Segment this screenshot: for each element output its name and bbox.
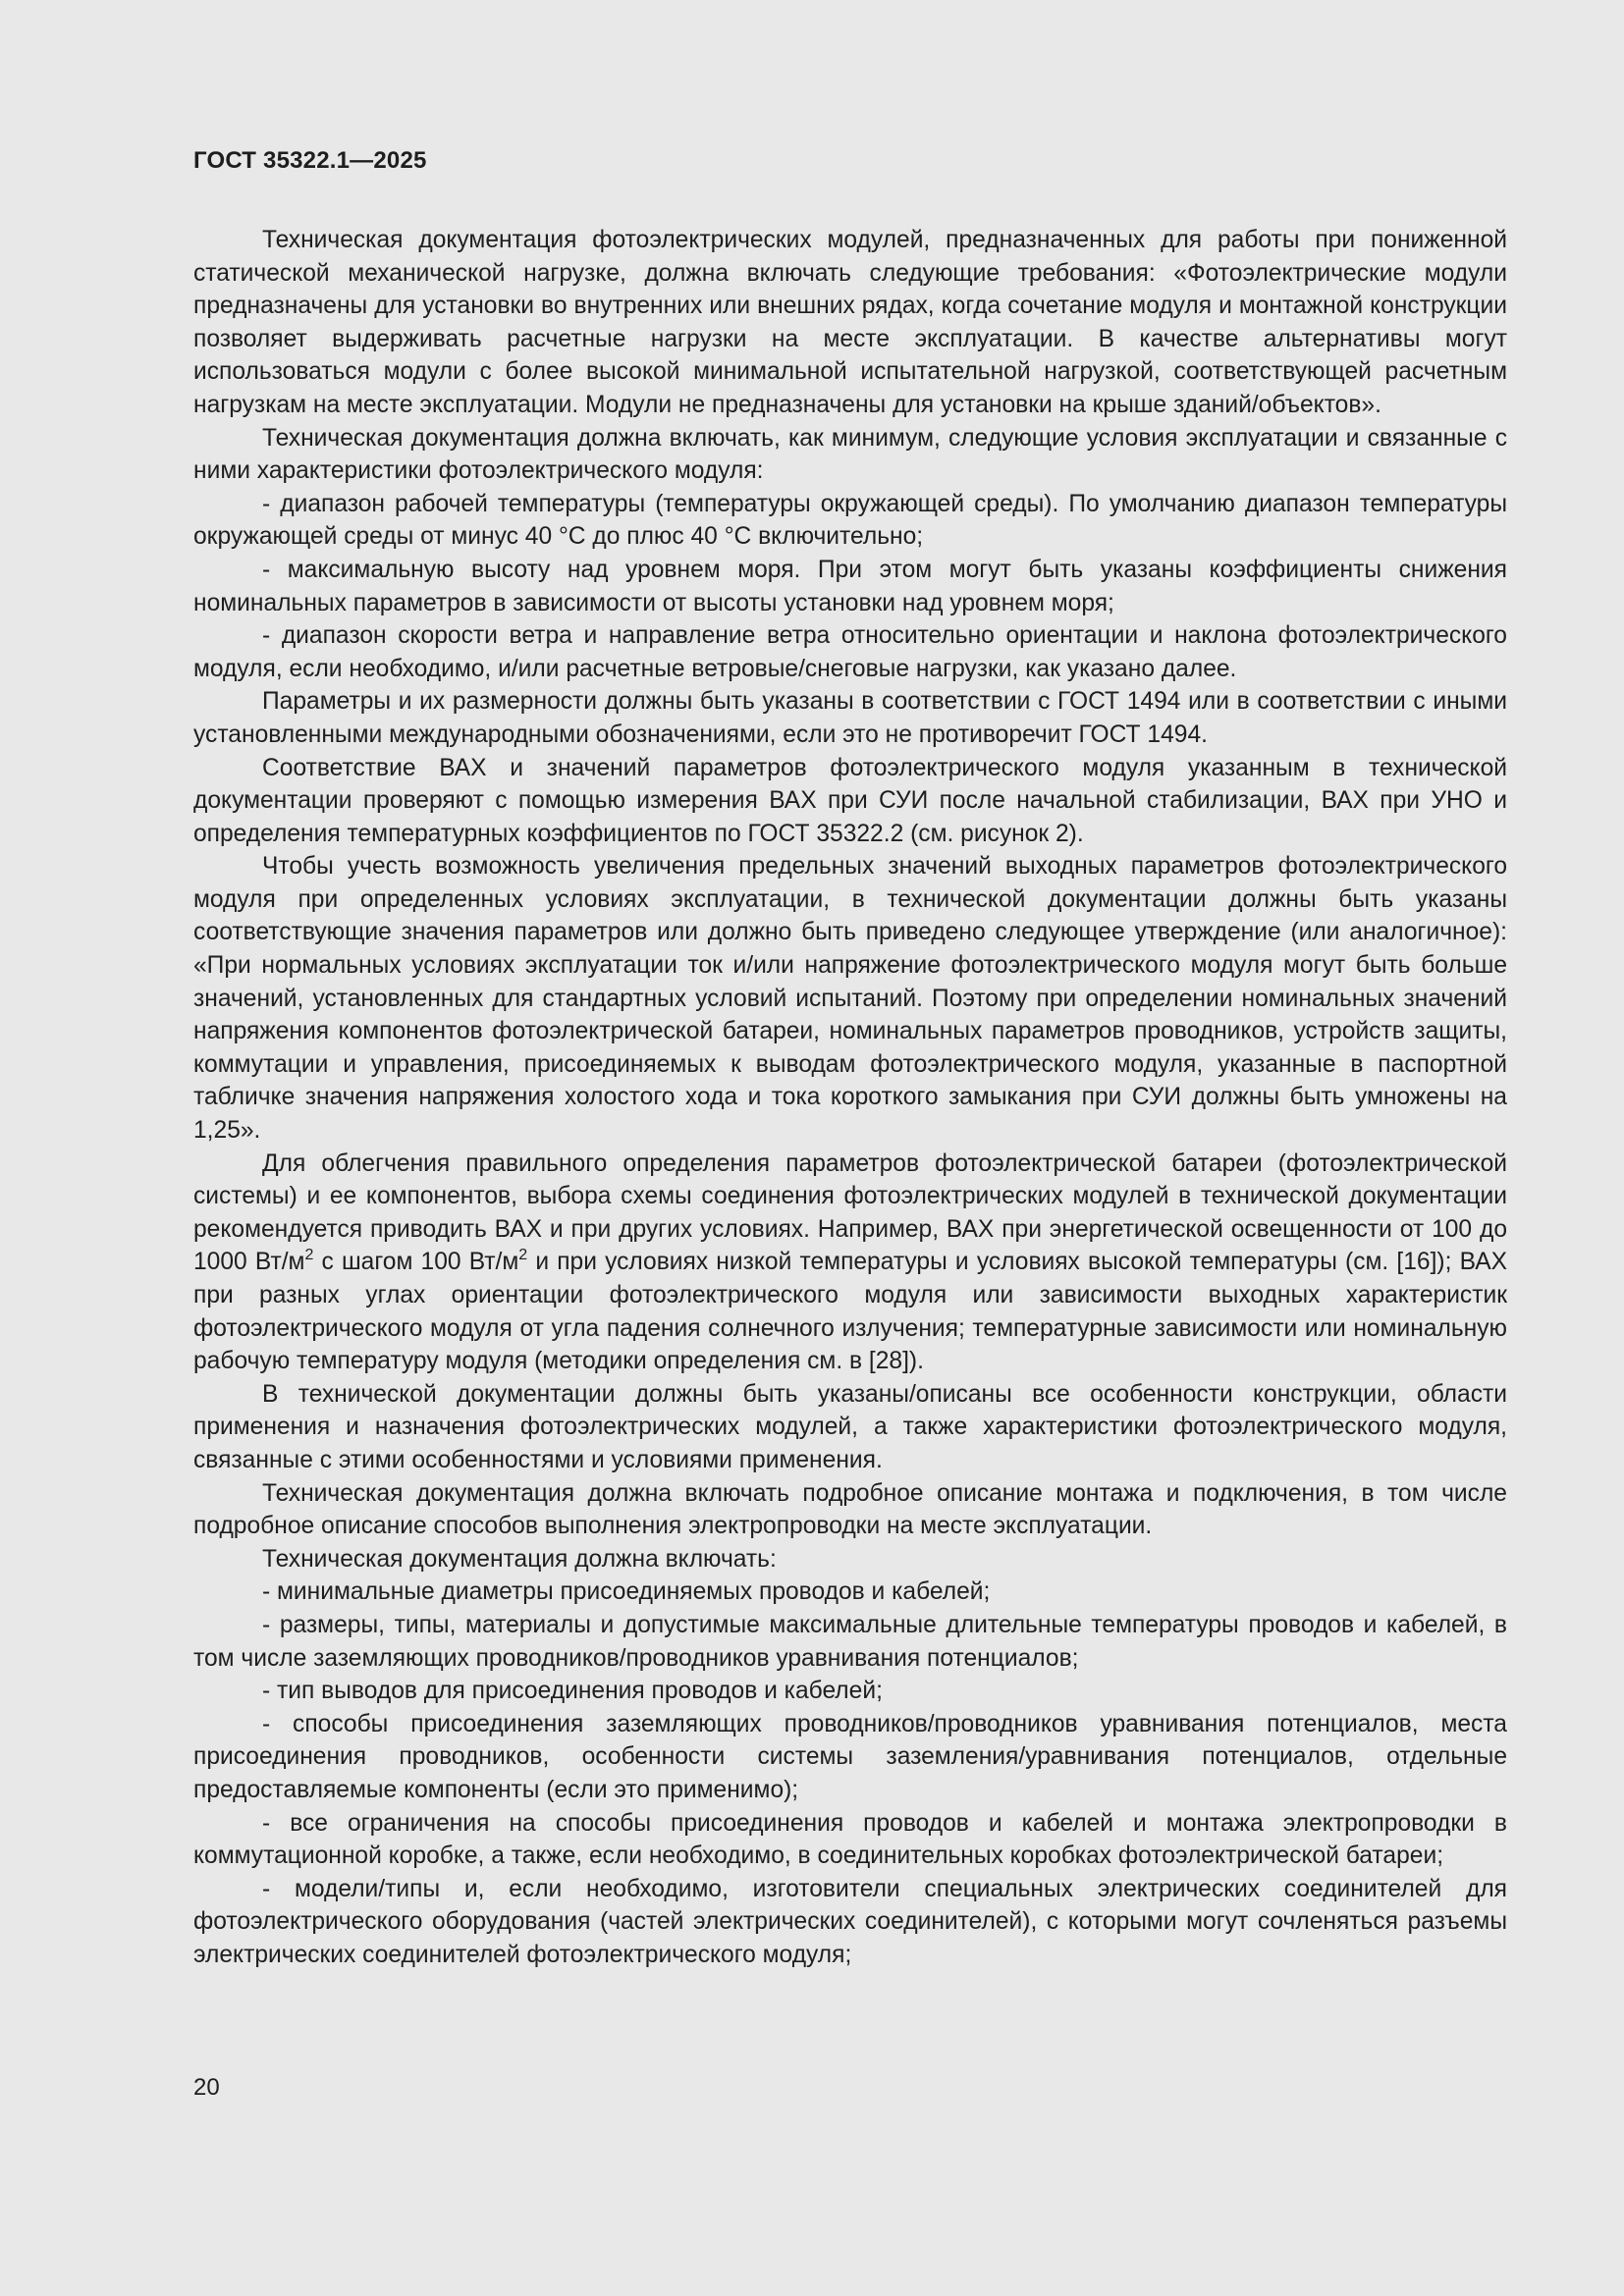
paragraph-documentation-list: Техническая документация должна включать: [262, 1545, 777, 1573]
paragraph-output-increase: Чтобы учесть возможность увеличения предельных значений выходных параметров фотоэлектрического модуля при определенных условиях эксплуатации, в технической документации должны быть указаны соответствующие значения параметров или должно быть приведено следующее утверждение (или аналогичное): «При нормальных условиях эксплуатации ток и/или напряжение фотоэлектрического модуля могут быть больше значений, установленных для стандартных условий испытаний. Поэтому при определении номинальных значений напряжения компонентов фотоэлектрической батареи, номинальных параметров проводников, устройств защиты, коммутации и управления, присоединяемых к выводам фотоэлектрического модуля, указанные в паспортной табличке значения напряжения холостого хода и тока короткого замыкания при СУИ должны быть умножены на 1,25». [193, 853, 1507, 1145]
list-item-temperature: - диапазон рабочей температуры (температуры окружающей среды). По умолчанию диапазон температуры окружающей среды от минус 40 °С до плюс 40 °С включительно; [193, 490, 1507, 551]
list-item-grounding: - способы присоединения заземляющих проводников/проводников уравнивания потенциалов, места присоединения проводников, особенности системы заземления/уравнивания потенциалов, отдельные предоставляемые компоненты (если это применимо); [193, 1710, 1507, 1803]
paragraph-other-conditions [193, 1148, 1507, 1378]
text-segment: с шагом 100 Вт/м [313, 1249, 519, 1276]
text-segment: и при условиях низкой температуры и условиях высокой температуры (см. [16]); ВАХ при разных углах ориентации фотоэлектрического модуля или зависимости выходных характеристик фотоэлектрического модуля от угла падения солнечного излучения; температурные зависимости или номинальную рабочую температуру модуля (методики определения см. в [28]). [193, 1249, 1507, 1375]
list-item-wind: - диапазон скорости ветра и направление ветра относительно ориентации и наклона фотоэлектрического модуля, если необходимо, и/или расчетные ветровые/снеговые нагрузки, как указано далее. [193, 622, 1507, 682]
paragraph-installation: Техническая документация должна включать подробное описание монтажа и подключения, в том числе подробное описание способов выполнения электропроводки на месте эксплуатации. [193, 1479, 1507, 1540]
body-text [193, 224, 1507, 1971]
list-item-terminal-type: - тип выводов для присоединения проводов и кабелей; [262, 1678, 883, 1705]
paragraph-iv-compliance: Соответствие ВАХ и значений параметров фотоэлектрического модуля указанным в технической документации проверяют с помощью измерения ВАХ при СУИ после начальной стабилизации, ВАХ при УНО и определения температурных коэффициентов по ГОСТ 35322.2 (см. рисунок 2). [193, 754, 1507, 847]
superscript: 2 [304, 1247, 314, 1264]
list-item-restrictions: - все ограничения на способы присоединения проводов и кабелей и монтажа электропроводки в коммутационной коробке, а также, если необходимо, в соединительных коробках фотоэлектрической батареи; [193, 1809, 1507, 1870]
paragraph-design-features: В технической документации должны быть указаны/описаны все особенности конструкции, области применения и назначения фотоэлектрических модулей, а также характеристики фотоэлектрического модуля, связанные с этими особенностями и условиями применения. [193, 1380, 1507, 1473]
paragraph-operating-conditions: Техническая документация должна включать, как минимум, следующие условия эксплуатации и связанные с ними характеристики фотоэлектрического модуля: [193, 424, 1507, 485]
page-number: 20 [193, 2074, 220, 2101]
paragraph-reduced-load: Техническая документация фотоэлектрических модулей, предназначенных для работы при пониженной статической механической нагрузке, должна включать следующие требования: «Фотоэлектрические модули предназначены для установки во внутренних или внешних рядах, когда сочетание модуля и монтажной конструкции позволяет выдерживать расчетные нагрузки на месте эксплуатации. В качестве альтернативы могут использоваться модули с более высокой минимальной испытательной нагрузкой, соответствующей расчетным нагрузкам на месте эксплуатации. Модули не предназначены для установки на крыше зданий/объектов». [193, 227, 1507, 418]
list-item-cable-types: - размеры, типы, материалы и допустимые максимальные длительные температуры проводов и кабелей, в том числе заземляющих проводников/проводников уравнивания потенциалов; [193, 1611, 1507, 1672]
superscript: 2 [518, 1247, 528, 1264]
paragraph-units: Параметры и их размерности должны быть указаны в соответствии с ГОСТ 1494 или в соответствии с иными установленными международными обозначениями, если это не противоречит ГОСТ 1494. [193, 688, 1507, 748]
text-segment: Для облегчения правильного определения параметров фотоэлектрической батареи (фотоэлектрической системы) и ее компонентов, выбора схемы соединения фотоэлектрических модулей в технической документации рекомендуется приводить ВАХ и при других условиях. Например, ВАХ при энергетической освещенности от 100 до 1000 Вт/м [193, 1149, 1507, 1276]
list-item-altitude: - максимальную высоту над уровнем моря. При этом могут быть указаны коэффициенты снижения номинальных параметров в зависимости от высоты установки над уровнем моря; [193, 556, 1507, 616]
list-item-diameters: - минимальные диаметры присоединяемых проводов и кабелей; [262, 1578, 991, 1606]
list-item-connectors: - модели/типы и, если необходимо, изготовители специальных электрических соединителей для фотоэлектрического оборудования (частей электрических соединителей), с которыми могут сочленяться разъемы электрических соединителей фотоэлектрического модуля; [193, 1875, 1507, 1968]
standard-header: ГОСТ 35322.1—2025 [193, 147, 427, 174]
